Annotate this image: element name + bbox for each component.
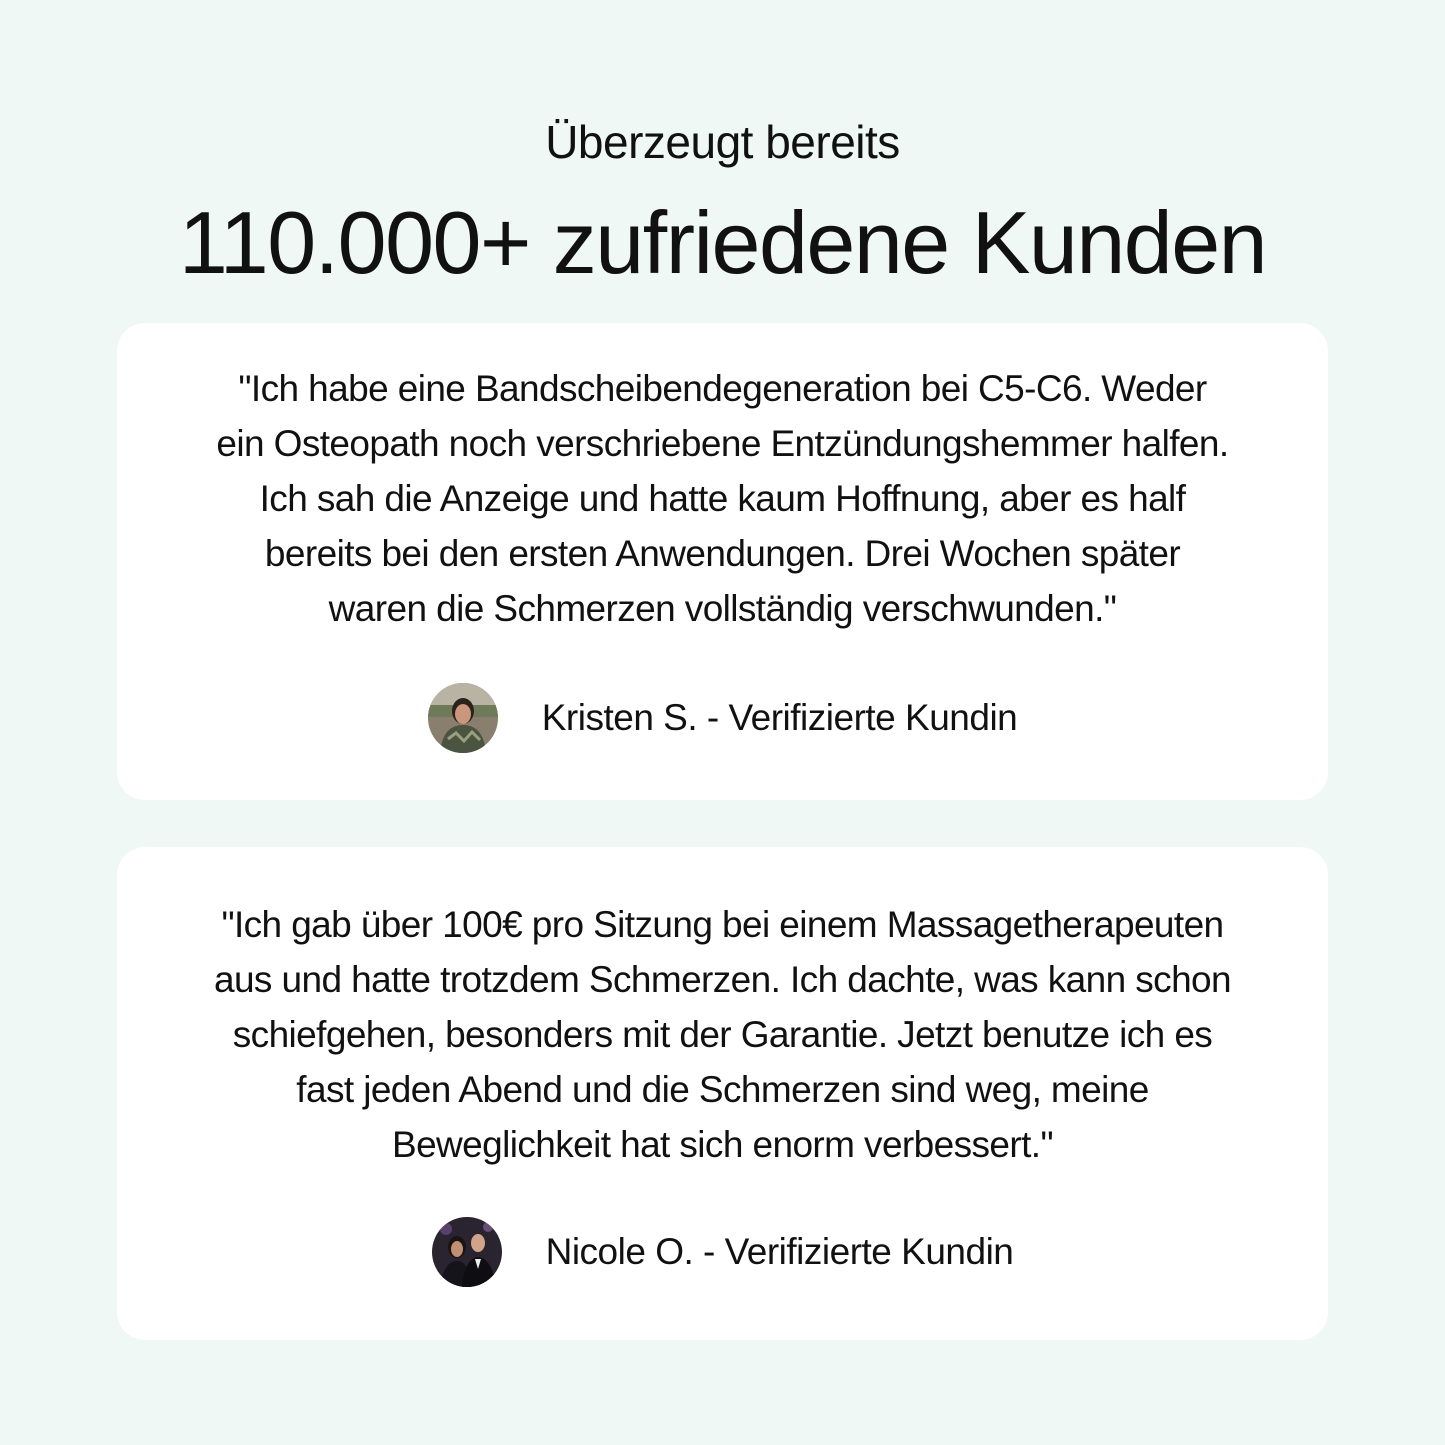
testimonial-card (117, 847, 1328, 1340)
person-photo-icon (428, 683, 498, 753)
couple-photo-icon (432, 1217, 502, 1287)
subtitle: Überzeugt bereits (545, 116, 900, 168)
page-title: 110.000+ zufriedene Kunden (178, 193, 1267, 292)
testimonial-quote: "Ich habe eine Bandscheibendegeneration bei C5-C6. Weder ein Osteopath noch verschriebene Entzündungshemmer halfen. Ich sah die Anzeige und hatte kaum Hoffnung, aber es half bereits bei den ersten Anwendungen. Drei Wochen später waren die Schmerzen vollständig verschwunden." (216, 368, 1229, 629)
avatar (428, 683, 498, 753)
testimonial-author (117, 1217, 1328, 1287)
testimonial-quote: "Ich gab über 100€ pro Sitzung bei einem Massagetherapeuten aus und hatte trotzdem Schmerzen. Ich dachte, was kann schon schiefgehen, besonders mit der Garantie. Jetzt benutze ich es fast jeden Abend und die Schmerzen sind weg, meine Beweglichkeit hat sich enorm verbessert." (213, 904, 1232, 1165)
author-name: Kristen S. - Verifizierte Kundin (541, 697, 1018, 738)
avatar (432, 1217, 502, 1287)
testimonial-card (117, 323, 1328, 800)
author-name: Nicole O. - Verifizierte Kundin (545, 1231, 1014, 1272)
testimonial-author (117, 683, 1328, 753)
